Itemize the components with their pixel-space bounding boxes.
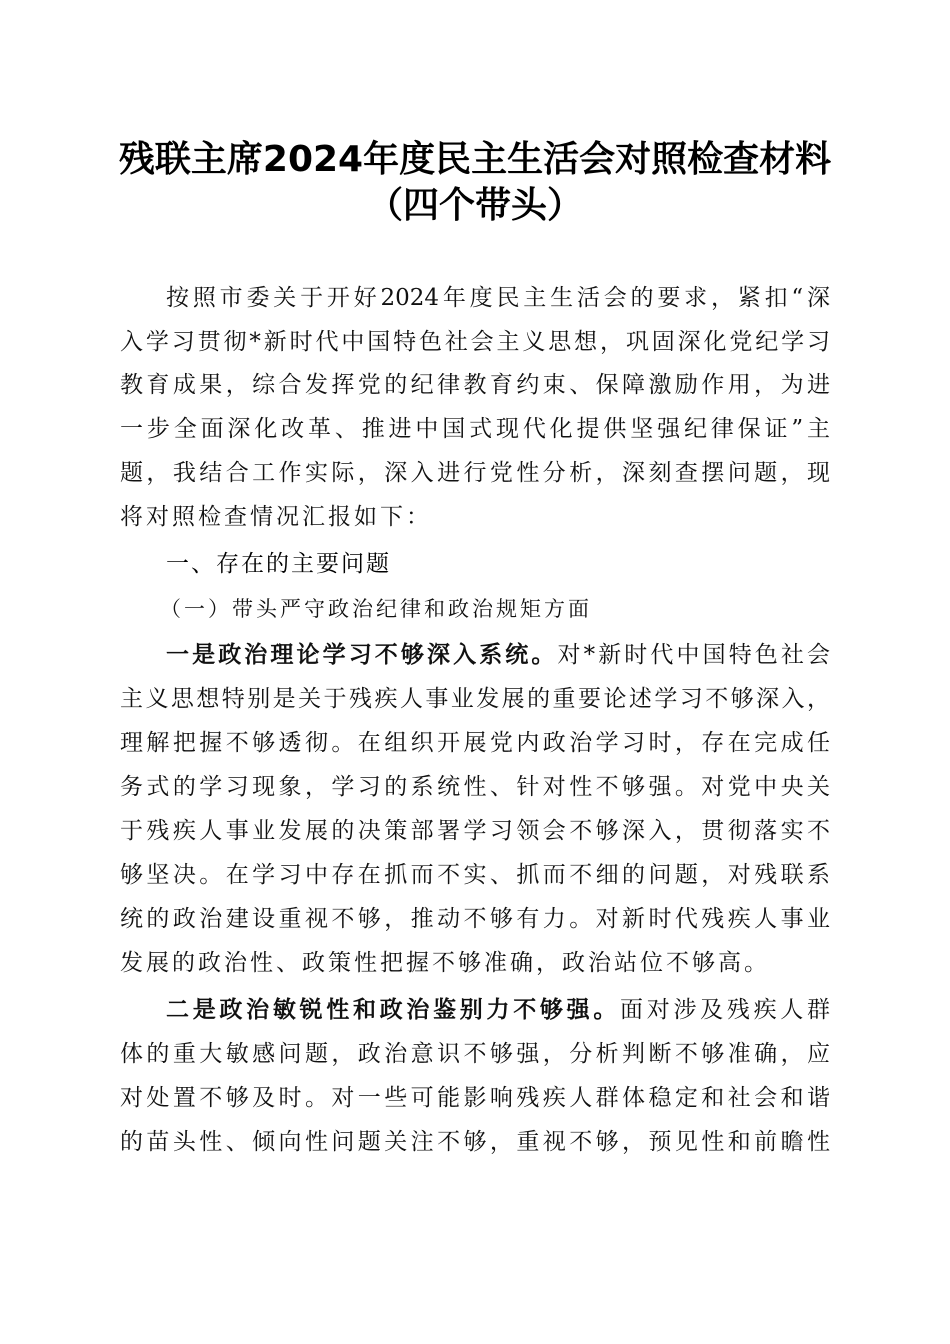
point-lead: 二是政治敏锐性和政治鉴别力不够强。 [166, 996, 621, 1023]
subsection-heading: （一）带头严守政治纪律和政治规矩方面 [160, 597, 592, 621]
intro-line: 题，我结合工作实际，深入进行党性分析，深刻查摆问题，现 [120, 460, 830, 486]
paragraph-line: 的苗头性、倾向性问题关注不够，重视不够，预见性和前瞻性 [120, 1129, 830, 1155]
paragraph-line: 够坚决。在学习中存在抓而不实、抓而不细的问题，对残联系 [120, 862, 830, 888]
intro-line: 入学习贯彻*新时代中国特色社会主义思想，巩固深化党纪学习 [120, 329, 830, 355]
paragraph-line: 理解把握不够透彻。在组织开展党内政治学习时，存在完成任 [120, 730, 830, 756]
point-text: 面对涉及残疾人群 [620, 997, 831, 1023]
paragraph-line: 务式的学习现象，学习的系统性、针对性不够强。对党中央关 [120, 774, 830, 800]
paragraph-line: 体的重大敏感问题，政治意识不够强，分析判断不够准确，应 [120, 1041, 830, 1067]
paragraph-line: 对处置不够及时。对一些可能影响残疾人群体稳定和社会和谐 [120, 1085, 830, 1111]
intro-line: 一步全面深化改革、推进中国式现代化提供坚强纪律保证”主 [120, 416, 830, 442]
intro-line: 教育成果，综合发挥党的纪律教育约束、保障激励作用，为进 [120, 372, 830, 398]
paragraph-line: 于残疾人事业发展的决策部署学习领会不够深入，贯彻落实不 [120, 818, 830, 844]
paragraph-first-line [166, 640, 830, 670]
intro-line: 按照市委关于开好2024年度民主生活会的要求，紧扣“深 [166, 285, 830, 311]
paragraph-line: 统的政治建设重视不够，推动不够有力。对新时代残疾人事业 [120, 906, 830, 932]
intro-line: 将对照检查情况汇报如下： [120, 504, 432, 530]
point-lead: 一是政治理论学习不够深入系统。 [166, 641, 558, 668]
paragraph-line: 发展的政治性、政策性把握不够准确，政治站位不够高。 [120, 950, 770, 976]
document-title: 残联主席2024年度民主生活会对照检查材料 [118, 139, 832, 180]
document-subtitle: （四个带头） [366, 185, 583, 226]
paragraph-first-line [166, 995, 830, 1025]
section-heading: 一、存在的主要问题 [166, 551, 391, 577]
paragraph-line: 主义思想特别是关于残疾人事业发展的重要论述学习不够深入， [120, 686, 830, 712]
point-text: 对*新时代中国特色社会 [557, 642, 831, 668]
